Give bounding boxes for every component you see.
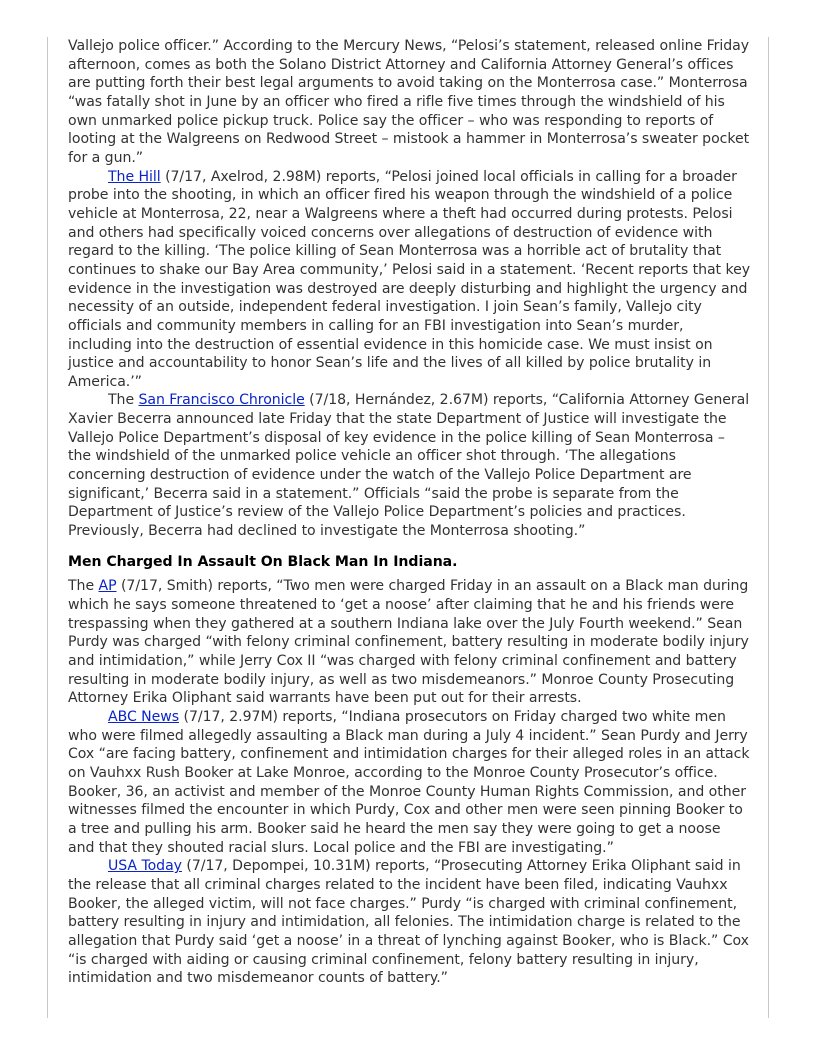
article-headline: Men Charged In Assault On Black Man In Indiana. <box>68 553 458 570</box>
link-ap[interactable]: AP <box>98 578 117 595</box>
paragraph-mercury-news <box>68 37 750 168</box>
paragraph-lead: The <box>68 578 99 595</box>
paragraph-sf-chronicle <box>68 391 750 540</box>
link-the-hill[interactable]: The Hill <box>108 168 161 185</box>
paragraph-text: (7/17, 2.97M) reports, “Indiana prosecutors on Friday charged two white men who were filmed allegedly assaulting a Black man during a July 4 incident.” Sean Purdy and Jerry Cox “are facing battery, confinement and intimidation charges for their alleged roles in an attack on Vauhxx Rush Booker at Lake Monroe, according to the Monroe County Prosecutor’s office. Booker, 36, an activist and member of the Monroe County Human Rights Commission, and other witnesses filmed the encounter in which Purdy, Cox and other men were seen pinning Booker to a tree and pulling his arm. Booker said he heard the men say they were going to get a noose and that they shouted racial slurs. Local police and the FBI are investigating.” <box>68 708 750 856</box>
paragraph-text: (7/18, Hernández, 2.67M) reports, “California Attorney General Xavier Becerra announced late Friday that the state Department of Justice will investigate the Vallejo Police Department’s disposal of key evidence in the police killing of Sean Monterrosa – the windshield of the unmarked police vehicle an officer shot through. ‘The allegations concerning destruction of evidence under the watch of the Vallejo Police Department are significant,’ Becerra said in a statement.” Officials “said the probe is separate from the Department of Justice’s review of the Vallejo Police Department’s policies and practices. Previously, Becerra had declined to investigate the Monterrosa shooting.” <box>68 392 750 540</box>
page-margin-rule-right <box>768 37 769 1018</box>
paragraph-text: (7/17, Depompei, 10.31M) reports, “Prosecuting Attorney Erika Oliphant said in the release that all criminal charges related to the incident have been filed, indicating Vauhxx Booker, the alleged victim, will not face charges.” Purdy “is charged with criminal confinement, battery resulting in injury and intimidation, all felonies. The intimidation charge is related to the allegation that Purdy said ‘get a noose’ in a threat of lynching against Booker, who is Black.” Cox “is charged with aiding or causing criminal confinement, felony battery resulting in injury, intimidation and two misdemeanor counts of battery.” <box>68 858 749 987</box>
paragraph-text: Vallejo police officer.” According to the Mercury News, “Pelosi’s statement, released online Friday afternoon, comes as both the Solano District Attorney and California Attorney General’s offices are putting forth their best legal arguments to avoid taking on the Monterrosa case.” Monterrosa “was fatally shot in June by an officer who fired a rifle five times through the windshield of his own unmarked police pickup truck. Police say the officer – who was responding to reports of looting at the Walgreens on Redwood Street – mistook a hammer in Monterrosa’s sweater pocket for a gun.” <box>68 38 750 166</box>
paragraph-text: (7/17, Axelrod, 2.98M) reports, “Pelosi joined local officials in calling for a broader probe into the shooting, in which an officer fired his weapon through the windshield of a police vehicle at Monterrosa, 22, near a Walgreens where a theft had occurred during protests. Pelosi and others had specifically voiced concerns over allegations of destruction of evidence with regard to the killing. ‘The police killing of Sean Monterrosa was a horrible act of brutality that continues to shake our Bay Area community,’ Pelosi said in a statement. ‘Recent reports that key evidence in the investigation was destroyed are deeply disturbing and highlight the urgency and necessity of an outside, independent federal investigation. I join Sean’s family, Vallejo city officials and community members in calling for an FBI investigation into Sean’s murder, including into the destruction of essential evidence in this homicide case. We must insist on justice and accountability to honor Sean’s life and the lives of all killed by police brutality in America.’” <box>68 168 750 390</box>
paragraph-text: (7/17, Smith) reports, “Two men were charged Friday in an assault on a Black man during which he says someone threatened to ‘get a noose’ after claiming that he and his friends were trespassing when they gathered at a southern Indiana lake over the July Fourth weekend.” Sean Purdy was charged “with felony criminal confinement, battery resulting in moderate bodily injury and intimidation,” while Jerry Cox II “was charged with felony criminal confinement and battery resulting in moderate bodily injury, as well as two misdemeanors.” Monroe County Prosecuting Attorney Erika Oliphant said warrants have been put out for their arrests. <box>68 578 749 707</box>
link-usa-today[interactable]: USA Today <box>108 858 182 875</box>
page-margin-rule-left <box>47 37 48 1018</box>
paragraph-the-hill <box>68 168 750 392</box>
paragraph-lead: The <box>108 392 139 409</box>
paragraph-usa-today <box>68 857 750 988</box>
link-abc-news[interactable]: ABC News <box>108 708 180 725</box>
link-san-francisco-chronicle[interactable]: San Francisco Chronicle <box>138 392 305 409</box>
paragraph-abc-news <box>68 708 750 857</box>
paragraph-ap <box>68 577 750 708</box>
document-body <box>68 37 750 988</box>
